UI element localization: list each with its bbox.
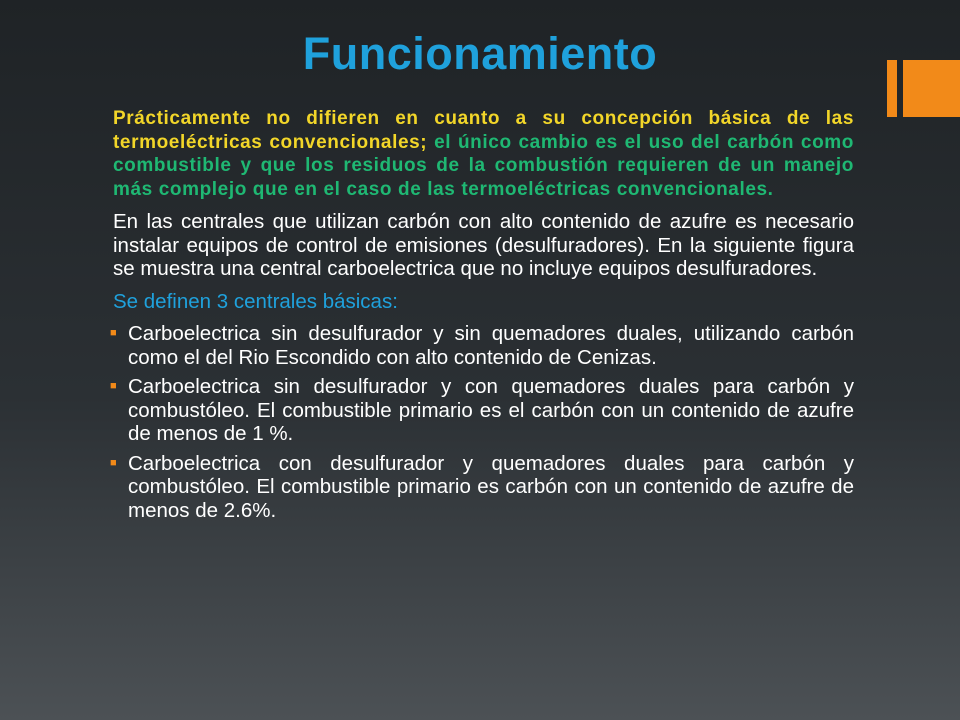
square-bullet-icon: ■ <box>110 456 117 469</box>
subheading: Se definen 3 centrales básicas: <box>113 289 398 313</box>
square-bullet-icon: ■ <box>110 380 117 392</box>
list-item-text: Carboelectrica con desulfurador y quemadores duales para carbón y combustóleo. El combustible primario es carbón con un contenido de azufre de menos de 2.6%. <box>128 451 854 522</box>
body-paragraph: En las centrales que utilizan carbón con alto contenido de azufre es necesario instalar equipos de control de emisiones (desulfuradores). En la siguiente figura se muestra una central carboelectrica que no incluye equipos desulfuradores. <box>113 210 854 280</box>
slide-content <box>110 107 855 528</box>
decorative-accent-block <box>903 60 960 117</box>
list-item-text: Carboelectrica sin desulfurador y con quemadores duales para carbón y combustóleo. El combustible primario es el carbón con un contenido de azufre de menos de 1 %. <box>128 375 854 445</box>
square-bullet-icon: ■ <box>110 327 117 339</box>
list-item-text: Carboelectrica sin desulfurador y sin quemadores duales, utilizando carbón como el del Rio Escondido con alto contenido de Cenizas. <box>128 322 854 369</box>
intro-green-text: el único cambio es el uso del carbón como combustible y que los residuos de la combustión requieren de un manejo más complejo que en el caso de las termoeléctricas convencionales. <box>113 131 855 200</box>
intro-yellow-text: Prácticamente no difieren en cuanto a su concepción básica de las termoeléctricas convencionales; <box>113 108 854 153</box>
intro-paragraph <box>113 107 854 201</box>
slide-title: Funcionamiento <box>302 28 658 79</box>
list-item <box>110 452 854 523</box>
list-item <box>110 322 854 369</box>
list-item <box>110 375 854 446</box>
bullet-list <box>110 322 854 522</box>
decorative-accent-bar <box>887 60 897 117</box>
